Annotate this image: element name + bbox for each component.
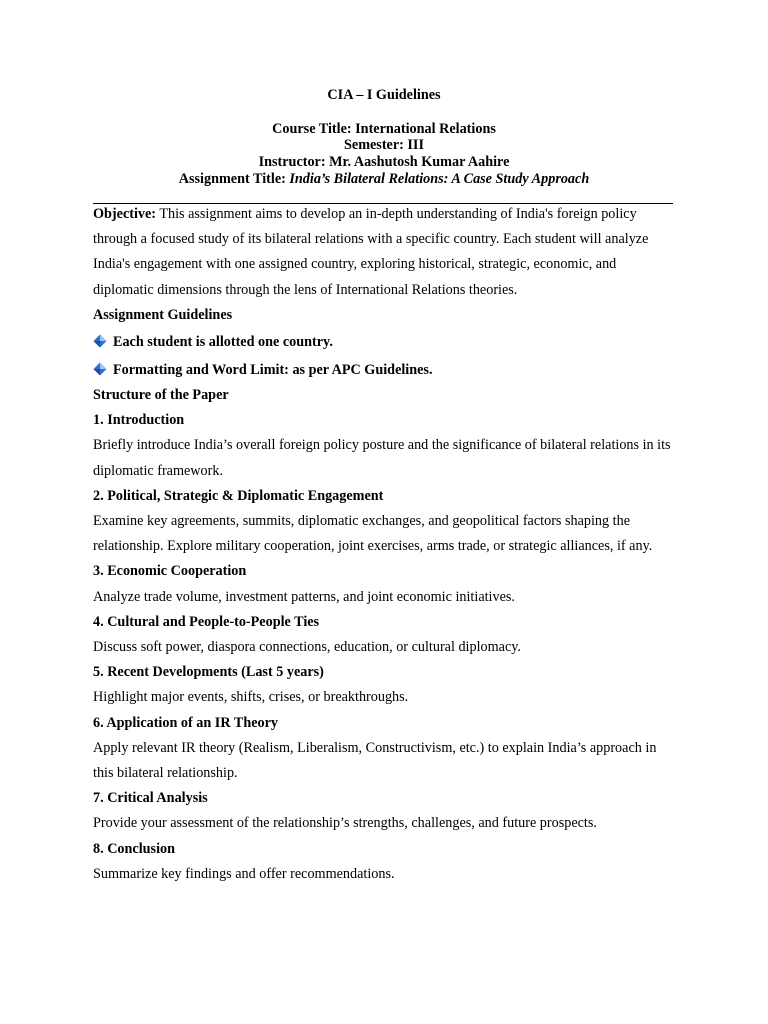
section-heading: 7. Critical Analysis bbox=[93, 790, 208, 807]
document-title: CIA – I Guidelines bbox=[327, 87, 441, 103]
guidelines-heading: Assignment Guidelines bbox=[93, 306, 233, 323]
section-text: Summarize key findings and offer recommendations. bbox=[93, 865, 395, 882]
section-text: Apply relevant IR theory (Realism, Liberalism, Constructivism, etc.) to explain India’s approach in this bilateral relationship. bbox=[93, 739, 657, 782]
diamond-bullet-icon bbox=[93, 334, 107, 348]
objective-text: This assignment aims to develop an in-depth understanding of India's foreign policy through a focused study of its bilateral relations with a specific country. Each student will analyze India's engagement with one assigned country, exploring historical, strategic, economic, and diplomatic dimensions through the lens of International Relations theories. bbox=[93, 206, 649, 298]
section-text: Examine key agreements, summits, diplomatic exchanges, and geopolitical factors shaping the relationship. Explore military cooperation, joint exercises, arms trade, or strategic alliances, if any. bbox=[93, 513, 653, 555]
section-heading: 1. Introduction bbox=[93, 412, 185, 429]
section-heading: 5. Recent Developments (Last 5 years) bbox=[93, 664, 324, 681]
section-heading: 4. Cultural and People-to-People Ties bbox=[93, 613, 320, 630]
guideline-item bbox=[93, 328, 678, 356]
section-text: Analyze trade volume, investment patterns, and joint economic initiatives. bbox=[93, 588, 515, 605]
section-heading: 2. Political, Strategic & Diplomatic Engagement bbox=[93, 487, 384, 504]
guidelines-list bbox=[93, 328, 678, 384]
section-text: Discuss soft power, diaspora connections, education, or cultural diplomacy. bbox=[93, 639, 521, 656]
guideline-text: Formatting and Word Limit: as per APC Guidelines. bbox=[113, 362, 433, 379]
course-title: Course Title: International Relations bbox=[272, 121, 496, 137]
section-text: Briefly introduce India’s overall foreign policy posture and the significance of bilateral relations in its diplomatic framework. bbox=[93, 437, 671, 479]
semester: Semester: III bbox=[344, 137, 424, 153]
section-text: Provide your assessment of the relationship’s strengths, challenges, and future prospects. bbox=[93, 815, 597, 832]
objective-paragraph bbox=[93, 202, 678, 303]
section-text: Highlight major events, shifts, crises, or breakthroughs. bbox=[93, 689, 409, 706]
assignment-title-line bbox=[0, 171, 768, 188]
structure-sections bbox=[93, 408, 678, 887]
section-heading: 3. Economic Cooperation bbox=[93, 563, 247, 580]
instructor: Instructor: Mr. Aashutosh Kumar Aahire bbox=[258, 154, 510, 170]
structure-heading: Structure of the Paper bbox=[93, 387, 229, 404]
section-heading: 6. Application of an IR Theory bbox=[93, 714, 278, 731]
assignment-title-label: Assignment Title: bbox=[178, 171, 290, 187]
objective-label: Objective: bbox=[93, 206, 157, 222]
guideline-text: Each student is allotted one country. bbox=[113, 334, 333, 351]
document-body bbox=[93, 202, 678, 887]
diamond-bullet-icon bbox=[93, 362, 107, 376]
section-heading: 8. Conclusion bbox=[93, 840, 175, 857]
assignment-title: India’s Bilateral Relations: A Case Study Approach bbox=[289, 171, 590, 187]
guideline-item bbox=[93, 356, 678, 384]
